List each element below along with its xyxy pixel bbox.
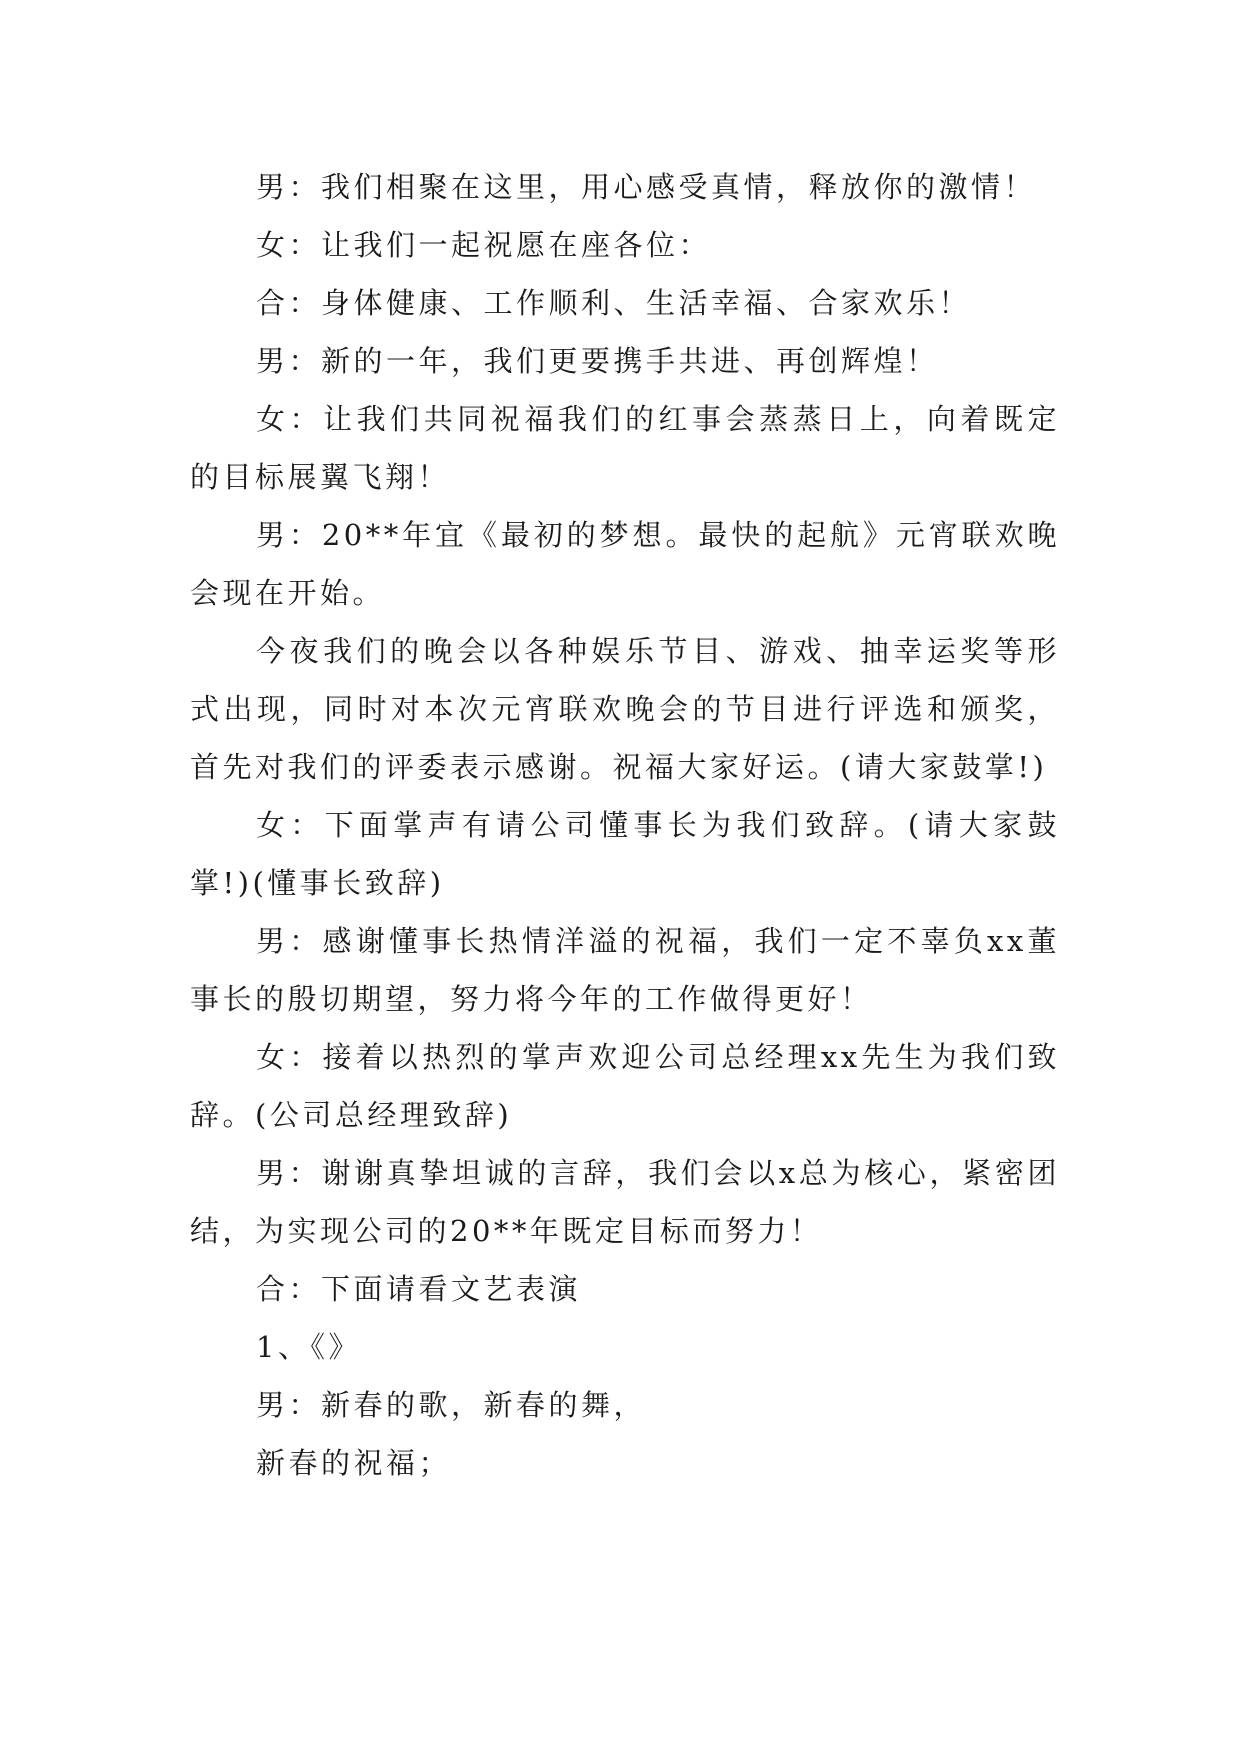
paragraph: 男：我们相聚在这里，用心感受真情，释放你的激情！	[256, 170, 1037, 204]
paragraph: 女：接着以热烈的掌声欢迎公司总经理xx先生为我们致辞。(公司总经理致辞)	[190, 1040, 1060, 1132]
paragraph: 男：20**年宜《最初的梦想。最快的起航》元宵联欢晚会现在开始。	[190, 518, 1060, 610]
paragraph: 女：让我们共同祝福我们的红事会蒸蒸日上，向着既定的目标展翼飞翔！	[190, 402, 1060, 494]
document-body	[190, 158, 1060, 1492]
paragraph: 男：新春的歌，新春的舞，	[256, 1388, 647, 1422]
paragraph: 1、《》	[256, 1330, 361, 1364]
paragraph: 合：下面请看文艺表演	[256, 1272, 582, 1306]
paragraph: 女：让我们一起祝愿在座各位：	[256, 228, 712, 262]
paragraph: 男：谢谢真挚坦诚的言辞，我们会以x总为核心，紧密团结，为实现公司的20**年既定目标而努力！	[190, 1156, 1060, 1248]
paragraph: 男：新的一年，我们更要携手共进、再创辉煌！	[256, 344, 939, 378]
paragraph: 合：身体健康、工作顺利、生活幸福、合家欢乐！	[256, 286, 972, 320]
paragraph: 男：感谢懂事长热情洋溢的祝福，我们一定不辜负xx董事长的殷切期望，努力将今年的工作做得更好！	[190, 924, 1060, 1016]
paragraph: 女：下面掌声有请公司懂事长为我们致辞。(请大家鼓掌!)(懂事长致辞)	[190, 808, 1060, 900]
paragraph: 新春的祝福；	[256, 1446, 452, 1480]
paragraph: 今夜我们的晚会以各种娱乐节目、游戏、抽幸运奖等形式出现，同时对本次元宵联欢晚会的节目进行评选和颁奖，首先对我们的评委表示感谢。祝福大家好运。(请大家鼓掌!)	[190, 634, 1060, 784]
